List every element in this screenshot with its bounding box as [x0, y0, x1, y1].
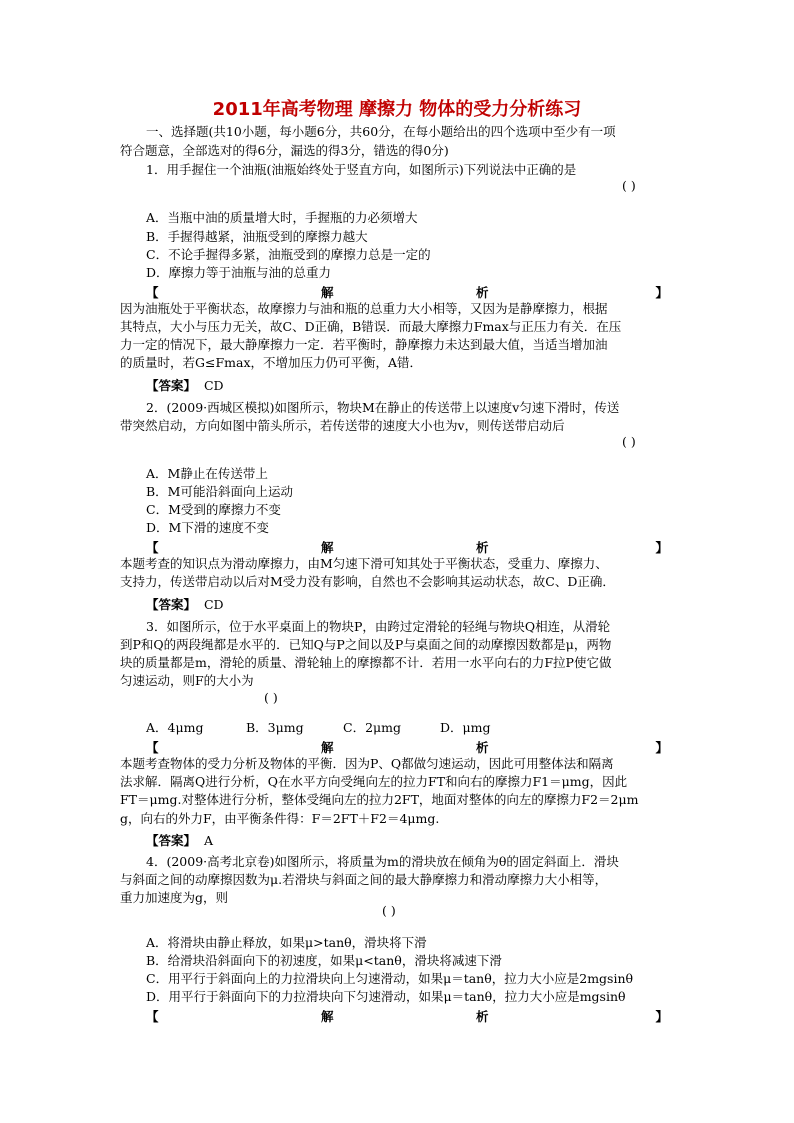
- q3-answer-blank: ( ): [264, 690, 278, 705]
- q1-analysis-line-3: 力一定的情况下，最大静摩擦力一定．若平衡时，静摩擦力未达到最大值，当适当增加油: [120, 337, 608, 352]
- q4-stem-line-1: 4．(2009·高考北京卷)如图所示，将质量为m的滑块放在倾角为θ的固定斜面上．滑块: [146, 854, 619, 869]
- answer-label: 【答案】: [146, 597, 197, 612]
- q2-analysis-line-2: 支持力，传送带启动以后对M受力没有影响，自然也不会影响其运动状态，故C、D正确．: [120, 574, 615, 589]
- q2-option-d: D．M下滑的速度不变: [146, 520, 269, 535]
- bracket-left: 【: [146, 740, 159, 755]
- bracket-left: 【: [146, 540, 159, 555]
- answer-value: CD: [203, 597, 224, 612]
- q4-option-c: C．用平行于斜面向上的力拉滑块向上匀速滑动，如果μ＝tanθ，拉力大小应是2mgsinθ: [146, 971, 634, 986]
- q1-stem: 1．用手握住一个油瓶(油瓶始终处于竖直方向，如图所示)下列说法中正确的是: [146, 162, 577, 177]
- q3-option-c: C．2μmg: [343, 720, 401, 735]
- q2-option-c: C．M受到的摩擦力不变: [146, 502, 281, 517]
- q4-option-d: D．用平行于斜面向下的力拉滑块向下匀速滑动，如果μ＝tanθ，拉力大小应是mgsinθ: [146, 989, 626, 1004]
- q2-stem-line-1: 2．(2009·西城区模拟)如图所示，物块M在静止的传送带上以速度v匀速下滑时，传送: [146, 400, 620, 415]
- xi-char: 析: [476, 285, 489, 300]
- answer-label: 【答案】: [146, 378, 197, 393]
- q2-stem-line-2: 带突然启动，方向如图中箭头所示，若传送带的速度大小也为v，则传送带启动后: [120, 418, 565, 433]
- q2-option-a: A．M静止在传送带上: [146, 466, 268, 481]
- q4-answer-blank: ( ): [382, 903, 396, 918]
- q1-analysis-line-4: 的质量时，若G≤Fmax，不增加压力仍可平衡，A错．: [120, 355, 423, 370]
- q3-stem-line-2: 到P和Q的两段绳都是水平的．已知Q与P之间以及P与桌面之间的动摩擦因数都是μ，两物: [120, 637, 612, 652]
- q1-answer: [146, 376, 224, 394]
- bracket-left: 【: [146, 1009, 159, 1024]
- q3-analysis-line-2: 法求解．隔离Q进行分析，Q在水平方向受绳向左的拉力FT和向右的摩擦力F1＝μmg，因此: [120, 774, 628, 789]
- q2-answer: [146, 595, 224, 613]
- jie-char: 解: [321, 540, 334, 555]
- bracket-left: 【: [146, 285, 159, 300]
- intro-line-2: 符合题意，全部选对的得6分，漏选的得3分，错选的得0分): [120, 143, 449, 158]
- intro-line-1: 一、选择题(共10小题，每小题6分，共60分，在每小题给出的四个选项中至少有一项: [146, 124, 616, 139]
- q4-stem-line-2: 与斜面之间的动摩擦因数为μ.若滑块与斜面之间的最大静摩擦力和滑动摩擦力大小相等，: [120, 872, 608, 887]
- page-title: 2011年高考物理 摩擦力 物体的受力分析练习: [212, 99, 582, 120]
- q1-option-a: A．当瓶中油的质量增大时，手握瓶的力必须增大: [146, 210, 418, 225]
- answer-value: CD: [203, 378, 224, 393]
- q2-answer-blank: ( ): [622, 434, 636, 449]
- q3-option-b: B．3μmg: [246, 720, 304, 735]
- q3-stem-line-4: 匀速运动，则F的大小为: [120, 673, 254, 688]
- bracket-right: 】: [655, 740, 668, 755]
- q1-option-c: C．不论手握得多紧，油瓶受到的摩擦力总是一定的: [146, 247, 431, 262]
- jie-char: 解: [321, 1009, 334, 1024]
- q1-answer-blank: ( ): [622, 178, 636, 193]
- answer-value: A: [203, 833, 213, 848]
- jie-char: 解: [321, 740, 334, 755]
- q3-stem-line-1: 3．如图所示，位于水平桌面上的物块P，由跨过定滑轮的轻绳与物块Q相连，从滑轮: [146, 619, 611, 634]
- q3-option-d: D．μmg: [440, 720, 491, 735]
- bracket-right: 】: [655, 285, 668, 300]
- q3-analysis-line-1: 本题考查物体的受力分析及物体的平衡．因为P、Q都做匀速运动，因此可用整体法和隔离: [120, 756, 614, 771]
- q1-option-d: D．摩擦力等于油瓶与油的总重力: [146, 265, 332, 280]
- q3-analysis-line-4: g，向右的外力F，由平衡条件得：F＝2FT＋F2＝4μmg.: [120, 811, 440, 826]
- bracket-right: 】: [655, 1009, 668, 1024]
- q1-analysis-line-1: 因为油瓶处于平衡状态，故摩擦力与油和瓶的总重力大小相等，又因为是静摩擦力，根据: [120, 301, 608, 316]
- q4-option-b: B．给滑块沿斜面向下的初速度，如果μ<tanθ，滑块将减速下滑: [146, 953, 502, 968]
- jie-char: 解: [321, 285, 334, 300]
- q2-analysis-line-1: 本题考查的知识点为滑动摩擦力，由M匀速下滑可知其处于平衡状态，受重力、摩擦力、: [120, 556, 608, 571]
- q3-option-a: A．4μmg: [146, 720, 204, 735]
- q3-analysis-line-3: FT＝μmg.对整体进行分析，整体受绳向左的拉力2FT，地面对整体的向左的摩擦力F2＝2μm: [120, 792, 639, 807]
- answer-label: 【答案】: [146, 833, 197, 848]
- xi-char: 析: [476, 540, 489, 555]
- xi-char: 析: [476, 1009, 489, 1024]
- xi-char: 析: [476, 740, 489, 755]
- q1-analysis-line-2: 其特点，大小与压力无关，故C、D正确，B错误．而最大摩擦力Fmax与正压力有关．在压: [120, 319, 622, 334]
- q4-stem-line-3: 重力加速度为g，则: [120, 890, 229, 905]
- bracket-right: 】: [655, 540, 668, 555]
- q4-option-a: A．将滑块由静止释放，如果μ>tanθ，滑块将下滑: [146, 935, 427, 950]
- q2-option-b: B．M可能沿斜面向上运动: [146, 484, 293, 499]
- q3-stem-line-3: 块的质量都是m，滑轮的质量、滑轮轴上的摩擦都不计．若用一水平向右的力F拉P使它做: [120, 655, 612, 670]
- q1-option-b: B．手握得越紧，油瓶受到的摩擦力越大: [146, 229, 368, 244]
- q3-answer: [146, 831, 213, 849]
